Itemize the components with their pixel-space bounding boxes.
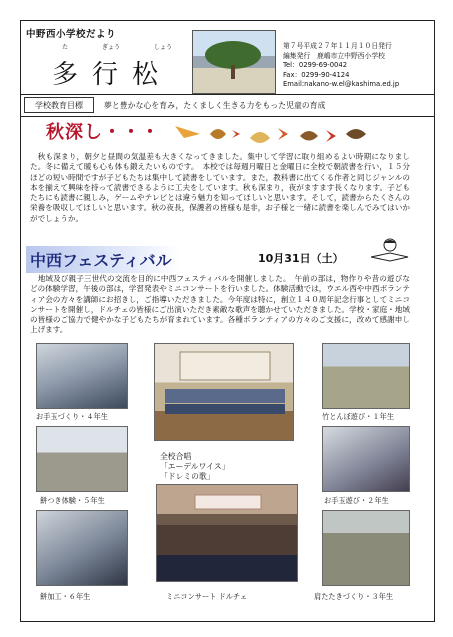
school-building-photo [192,30,276,94]
school-name: 中野西小学校だより [26,29,117,40]
photo-mochi-processing [36,510,128,586]
autumn-leaves-decoration [170,120,390,150]
photo-shoulder-tapper [322,510,410,586]
photo-mochi-pounding [36,426,128,492]
festival-article-body: 地域及び親子三世代の交流を目的に中西フェスティバルを開催しました。 午前の部は，物作りや昔の遊びなどの体験学習，午後の部は，学習発表やミニコンサートを行いました。体験活動では，ウエル西や中西ボランティア会の方々を講師にお招きし，ご指導いただきました。今年度は特に，創立１４０周年記念行事としてミニコンサートを開催し，ドルチェの皆様にご出演いただき素敵な歌声を聴かせていただきました。学校・家庭・地域の皆様のご協力で健やかな子どもたちが育まれています。各種ボランティアの方々のご支援に，改めて感謝申し上げます。 [30,274,410,335]
autumn-section-title: 秋深し・・・ [46,122,160,143]
issue-line: 第７号平成２７年１１月１０日発行 [283,42,392,50]
reading-child-illustration [368,237,414,265]
photo-mini-concert [156,484,298,582]
photo-caption: 肩たたきづくり・３年生 [314,592,394,601]
photo-bamboo-dragonfly [322,343,410,409]
chorus-line: 「エーデルワイス」 [160,462,230,471]
chorus-line: 「ドレミの歌」 [160,472,215,481]
photo-caption: お手玉遊び・２年生 [324,496,389,505]
divider [20,116,435,117]
goal-label: 学校教育目標 [24,97,94,113]
photo-caption: ミニコンサート ドルチェ [166,592,248,601]
photo-otedama-making [36,343,128,409]
goal-text: 夢と豊かな心を育み，たくましく生きる力をもった児童の育成 [104,101,326,110]
concert-stage-image [157,485,298,582]
issue-line: Email:nakano-w.el@kashima.ed.jp [283,80,400,88]
issue-line: Tel：0299-69-0042 [283,61,348,69]
ruby-1: た [62,44,69,51]
ruby-3: しょう [153,44,172,51]
photo-otedama-play [322,426,410,492]
chorus-caption [160,452,229,482]
school-tree-image [193,31,275,93]
festival-section-title: 中西フェスティバル [26,246,180,273]
divider [20,94,435,95]
festival-date: 10月31日（土） [258,252,344,265]
newsletter-title: 多行松 [52,60,173,90]
chorus-line: 全校合唱 [160,452,192,461]
photo-caption: お手玉づくり・４年生 [36,412,108,421]
autumn-article-body: 秋も深まり，朝夕と昼間の気温差も大きくなってきました。集中して学習に取り組めるよい時期になりました。冬に備えて暖も心も体も鍛えたいものです。 本校では毎週月曜日と金曜日に全校で朝読書を行い，１５分ほどの短い時間ですが子どもたちは集中して読書をしています。また，教科書に出てくる作者と同じジャンルの本を揃えて興味を持って読書できるように工夫をしています。秋も深まり，夜がますます長くなります。子どもたちにも読書に親しみ，ゲームやテレビとは違う魅力を知ってほしいと思います。そして，読書からたくさんの栄養を吸収してほしいと思います。秋の夜長，保護者の皆様も是非，お子様と一緒に読書を楽しんでみてはいかがでしょうか。 [30,152,410,223]
photo-caption: 竹とんぼ遊び・１年生 [322,412,394,421]
photo-school-chorus [154,343,294,441]
stage-image [155,344,294,441]
title-ruby [62,42,172,51]
issue-line: 編集発行 鹿嶋市立中野西小学校 [283,51,385,60]
issue-info [283,42,399,90]
photo-caption: 餅加工・６年生 [40,592,91,601]
issue-line: Fax：0299-90-4124 [283,70,350,79]
photo-caption: 餅つき体験・５年生 [40,496,105,505]
ruby-2: ぎょう [101,44,120,51]
